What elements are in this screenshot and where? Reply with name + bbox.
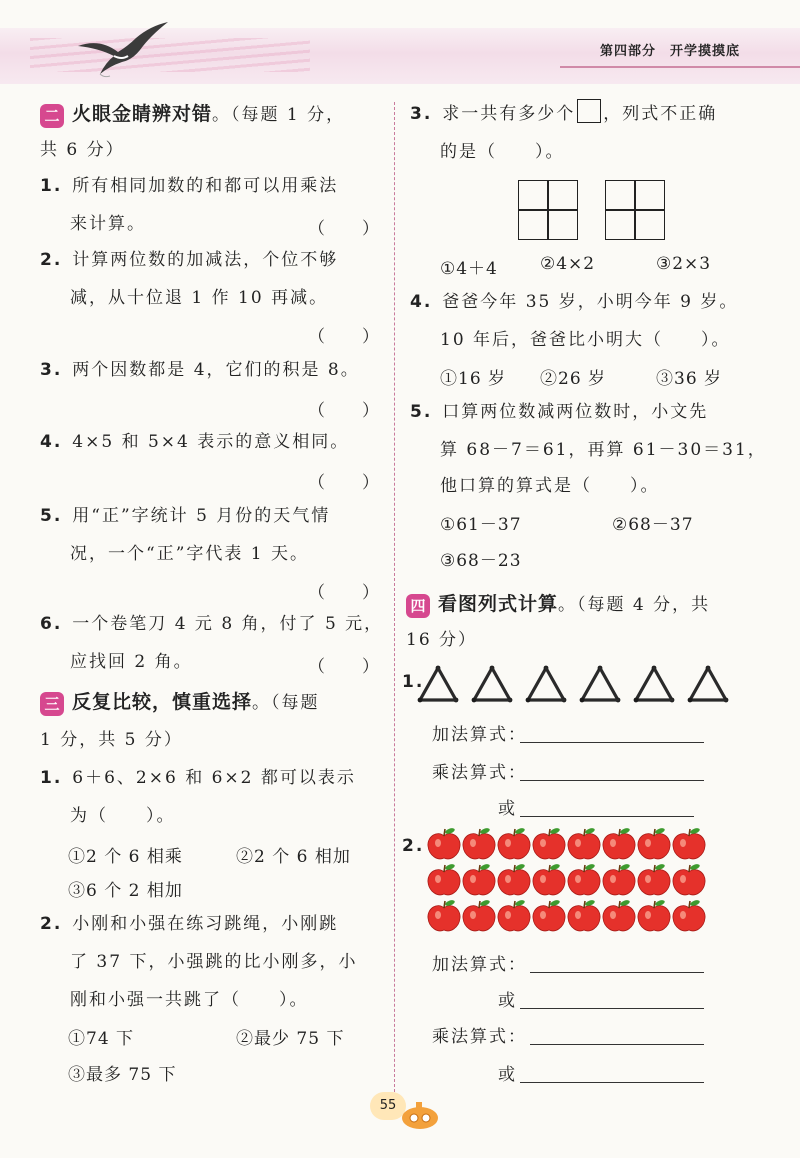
question-number: 5. (410, 402, 433, 422)
apple-icon (603, 863, 635, 895)
s3-q1-cont: 为（ ）。 (70, 806, 176, 826)
seagull-icon (70, 16, 180, 88)
apple-icon (673, 863, 705, 895)
s2-q2-cont: 减，从十位退 1 作 10 再减。 (70, 288, 329, 308)
matchstick-triangle (526, 666, 567, 703)
section-3-title: 反复比较，慎重选择 (72, 691, 253, 713)
apple-icon (428, 827, 460, 859)
section-2-badge: 二 (40, 104, 64, 128)
question-text: 两个因数都是 4，它们的积是 8。 (72, 360, 360, 380)
apple-icon (428, 863, 460, 895)
s3-q1 (40, 760, 356, 796)
s3-q5-cont: 算 68－7＝61，再算 61－30＝31， (440, 440, 767, 460)
answer-blank[interactable]: （ ） (308, 583, 380, 603)
s2-q1 (40, 168, 338, 204)
s3-q2-cont2: 刚和小强一共跳了（ ）。 (70, 990, 309, 1010)
apple-icon (603, 899, 635, 931)
apple-icon (568, 899, 600, 931)
s2-q6-cont: 应找回 2 角。 (70, 652, 193, 672)
option-b[interactable]: ②68－37 (612, 515, 694, 535)
s2-q4 (40, 424, 349, 460)
question-text: 一个卷笔刀 4 元 8 角，付了 5 元， (72, 614, 384, 634)
question-number: 4. (40, 432, 63, 452)
question-number: 2. (40, 914, 63, 934)
option-c[interactable]: ③最多 75 下 (68, 1065, 177, 1085)
mul-answer-line[interactable] (530, 1044, 704, 1045)
add-answer-line[interactable] (520, 742, 704, 743)
question-text: 爸爸今年 35 岁，小明今年 9 岁。 (442, 292, 739, 312)
column-divider (394, 102, 395, 1102)
option-c[interactable]: ③2×3 (656, 254, 712, 274)
add-label: 加法算式： (432, 955, 527, 975)
question-number: 5. (40, 506, 63, 526)
section-2-meta-cont: 共 6 分） (40, 140, 125, 160)
answer-blank[interactable]: （ ） (308, 401, 380, 421)
question-number: 2. (402, 836, 425, 856)
or-label: 或 (498, 1065, 517, 1085)
header-rule (560, 66, 800, 68)
s3-q4 (410, 284, 738, 320)
section-3-heading (40, 684, 320, 721)
apple-icon (428, 899, 460, 931)
s3-q4-cont: 10 年后，爸爸比小明大（ ）。 (440, 330, 731, 350)
square-icon (577, 99, 601, 123)
s2-q5 (40, 498, 330, 534)
question-number: 2. (40, 250, 63, 270)
option-b[interactable]: ②2 个 6 相加 (236, 847, 351, 867)
apple-icon (638, 863, 670, 895)
s2-q2 (40, 242, 338, 278)
question-text: 求一共有多少个 (442, 104, 576, 124)
question-text: 计算两位数的加减法，个位不够 (72, 250, 339, 270)
s2-q3 (40, 352, 360, 388)
option-b[interactable]: ②最少 75 下 (236, 1029, 345, 1049)
question-text: 口算两位数减两位数时，小文先 (442, 402, 709, 422)
section-4-meta: 。（每题 4 分，共 (558, 595, 711, 615)
mul-label: 乘法算式： (432, 1027, 527, 1047)
answer-blank[interactable]: （ ） (308, 657, 380, 677)
mul-label: 乘法算式： (432, 763, 527, 783)
s3-q5 (410, 394, 708, 430)
apple-icon (498, 899, 530, 931)
option-a[interactable]: ①16 岁 (440, 369, 507, 389)
option-a[interactable]: ①61－37 (440, 515, 522, 535)
unit-label: 开学摸摸底 (670, 44, 741, 59)
question-number: 4. (410, 292, 433, 312)
apple-icon (533, 863, 565, 895)
s3-q3-cont: 的是（ ）。 (440, 142, 565, 162)
or-answer-line[interactable] (520, 1082, 704, 1083)
section-4-title: 看图列式计算 (438, 593, 559, 615)
add-answer-line[interactable] (530, 972, 704, 973)
section-2-meta: 。（每题 1 分， (212, 105, 346, 125)
section-4-badge: 四 (406, 594, 430, 618)
option-c[interactable]: ③36 岁 (656, 369, 723, 389)
grid-figure-2 (605, 180, 665, 240)
answer-blank[interactable]: （ ） (308, 327, 380, 347)
section-3-meta-cont: 1 分，共 5 分） (40, 730, 183, 750)
apple-icon (673, 827, 705, 859)
apple-icon (603, 827, 635, 859)
apple-icon (498, 827, 530, 859)
apple-icon (673, 899, 705, 931)
question-text: 所有相同加数的和都可以用乘法 (72, 176, 339, 196)
question-text: 小刚和小强在练习跳绳，小刚跳 (72, 914, 339, 934)
s3-q5-cont2: 他口算的算式是（ ）。 (440, 476, 660, 496)
question-text: 4×5 和 5×4 表示的意义相同。 (72, 432, 350, 452)
grid-figure-1 (518, 180, 578, 240)
matchstick-triangles (414, 664, 734, 704)
matchstick-triangle (688, 666, 729, 703)
question-number: 1. (40, 176, 63, 196)
question-number: 3. (40, 360, 63, 380)
s2-q6 (40, 606, 383, 642)
s2-q1-cont: 来计算。 (70, 214, 146, 234)
answer-blank[interactable]: （ ） (308, 219, 380, 239)
question-number: 3. (410, 104, 433, 124)
option-c[interactable]: ③6 个 2 相加 (68, 881, 183, 901)
matchstick-triangle (418, 666, 459, 703)
option-c[interactable]: ③68－23 (440, 551, 522, 571)
question-text: 用“正”字统计 5 月份的天气情 (72, 506, 331, 526)
question-number: 1. (402, 672, 425, 692)
section-2-heading (40, 96, 345, 133)
section-2-title: 火眼金睛辨对错 (72, 103, 213, 125)
apple-icon (638, 899, 670, 931)
apple-icon (463, 827, 495, 859)
s3-q3 (410, 96, 717, 132)
part-label: 第四部分 (600, 44, 657, 59)
or-label: 或 (498, 991, 517, 1011)
apple-icon (638, 827, 670, 859)
s2-q5-cont: 况，一个“正”字代表 1 天。 (70, 544, 310, 564)
apple-icon (463, 899, 495, 931)
matchstick-triangle (634, 666, 675, 703)
submarine-icon (398, 1098, 442, 1132)
section-4-meta-cont: 16 分） (406, 630, 478, 650)
or-label: 或 (498, 799, 517, 819)
option-a[interactable]: ①74 下 (68, 1029, 135, 1049)
apple-grid (426, 826, 712, 938)
section-4-heading (406, 586, 710, 623)
s3-q2 (40, 906, 338, 942)
apple-icon (533, 899, 565, 931)
apple-icon (498, 863, 530, 895)
matchstick-triangle (580, 666, 621, 703)
mul-answer-line[interactable] (520, 780, 704, 781)
matchstick-triangle (472, 666, 513, 703)
add-label: 加法算式： (432, 725, 527, 745)
question-text-cont: ，列式不正确 (603, 104, 718, 124)
apple-icon (533, 827, 565, 859)
page-number: 55 (370, 1092, 406, 1120)
question-number: 1. (40, 768, 63, 788)
answer-blank[interactable]: （ ） (308, 473, 380, 493)
option-a[interactable]: ①2 个 6 相乘 (68, 847, 183, 867)
section-3-meta: 。（每题 (252, 693, 320, 713)
question-text: 6＋6、2×6 和 6×2 都可以表示 (72, 768, 356, 788)
section-3-badge: 三 (40, 692, 64, 716)
option-b[interactable]: ②26 岁 (540, 369, 607, 389)
apple-icon (568, 827, 600, 859)
apple-icon (463, 863, 495, 895)
option-b[interactable]: ②4×2 (540, 254, 596, 274)
or-answer-line[interactable] (520, 1008, 704, 1009)
or-answer-line[interactable] (520, 816, 694, 817)
option-a[interactable]: ①4＋4 (440, 259, 498, 279)
header-title (600, 40, 754, 59)
apple-icon (568, 863, 600, 895)
s3-q2-cont: 了 37 下，小强跳的比小刚多，小 (70, 952, 358, 972)
question-number: 6. (40, 614, 63, 634)
